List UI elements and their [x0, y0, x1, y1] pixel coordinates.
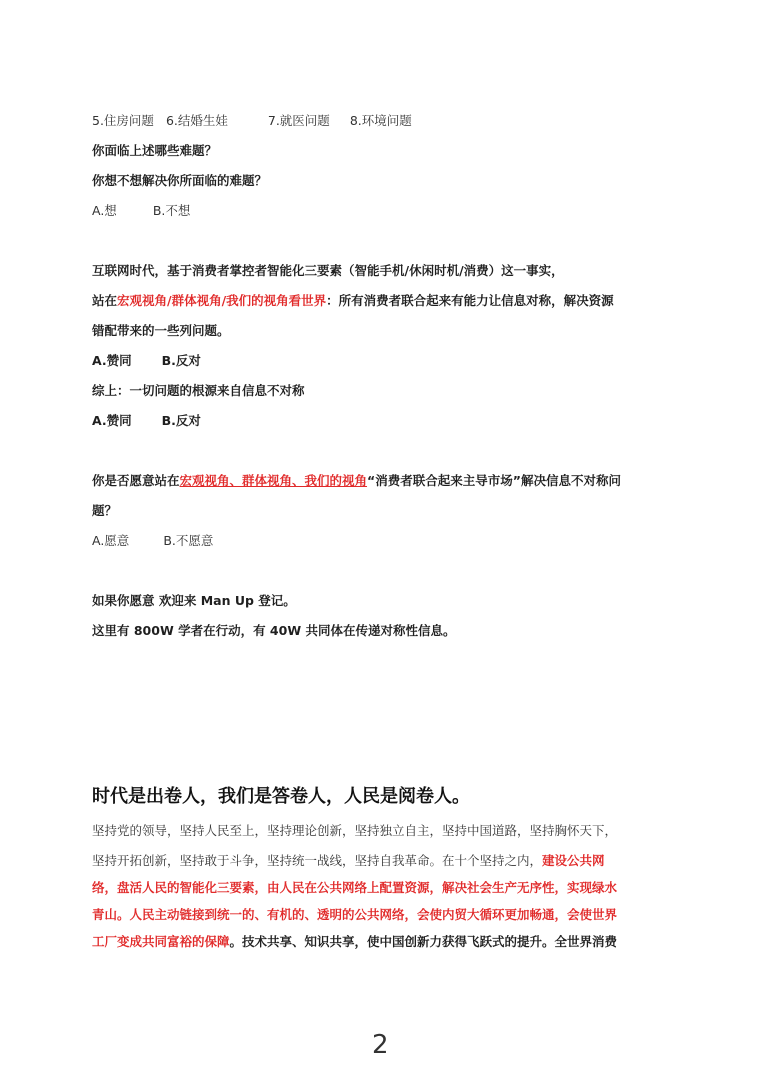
highlight-text: 建设公共网 [542, 853, 605, 868]
option-b: B.不愿意 [163, 533, 214, 548]
question-want-to-solve: 你想不想解决你所面临的难题？ [92, 173, 268, 188]
option-a: A.愿意 [92, 533, 130, 548]
paragraph-line: 错配带来的一些列问题。 [92, 323, 230, 338]
invite-line: 这里有 800W 学者在行动，有 40W 共同体在传递对称性信息。 [92, 623, 456, 638]
body-line: 坚持党的领导，坚持人民至上，坚持理论创新，坚持独立自主，坚持中国道路，坚持胸怀天下， [92, 823, 618, 838]
option-a: A.赞同 [92, 353, 132, 368]
agree-options [92, 352, 201, 370]
highlight-text: 工厂变成共同富裕的保障 [92, 934, 230, 949]
agree-options [92, 412, 201, 430]
body-line: 工厂变成共同富裕的保障。技术共享、知识共享，使中国创新力获得飞跃式的提升。全世界消费 [92, 934, 618, 949]
issue-item-8: 8.环境问题 [349, 113, 412, 128]
option-a: A.赞同 [92, 413, 132, 428]
option-a: A.想 [92, 203, 117, 218]
issues-list-line [92, 112, 412, 130]
highlight-text: 宏观视角、群体视角、我们的视角 [179, 473, 368, 488]
page-number: 2 [372, 1030, 389, 1060]
body-line: 坚持开拓创新，坚持敢于斗争，坚持统一战线，坚持自我革命。在十个坚持之内，建设公共网 [92, 853, 605, 868]
paragraph-line: 站在宏观视角/群体视角/我们的视角看世界：所有消费者联合起来有能力让信息对称，解决资源 [92, 293, 614, 308]
option-b: B.反对 [161, 353, 201, 368]
option-b: B.反对 [161, 413, 201, 428]
question-which-problems: 你面临上述哪些难题？ [92, 143, 218, 158]
issue-item-6: 6.结婚生娃 [165, 113, 228, 128]
issue-item-7: 7.就医问题 [267, 113, 330, 128]
question-willing-line: 题？ [92, 503, 118, 518]
highlight-text: 宏观视角/群体视角/我们的视角看世界 [117, 293, 327, 308]
question-willing-line: 你是否愿意站在宏观视角、群体视角、我们的视角“消费者联合起来主导市场”解决信息不对称问 [92, 473, 621, 488]
willing-options [92, 532, 213, 550]
paragraph-line: 互联网时代，基于消费者掌控者智能化三要素（智能手机/休闲时机/消费）这一事实， [92, 263, 564, 278]
option-b: B.不想 [152, 203, 191, 218]
body-line: 络，盘活人民的智能化三要素，由人民在公共网络上配置资源，解决社会生产无序性，实现绿水 [92, 880, 618, 895]
invite-line: 如果你愿意 欢迎来 Man Up 登记。 [92, 593, 296, 608]
question-want-to-solve-options [92, 202, 190, 220]
issue-item-5: 5.住房问题 [92, 113, 154, 128]
body-line: 青山。人民主动链接到统一的、有机的、透明的公共网络，会使内贸大循环更加畅通，会使世界 [92, 907, 618, 922]
section-heading: 时代是出卷人，我们是答卷人，人民是阅卷人。 [92, 786, 470, 807]
summary-line: 综上：一切问题的根源来自信息不对称 [92, 383, 305, 398]
